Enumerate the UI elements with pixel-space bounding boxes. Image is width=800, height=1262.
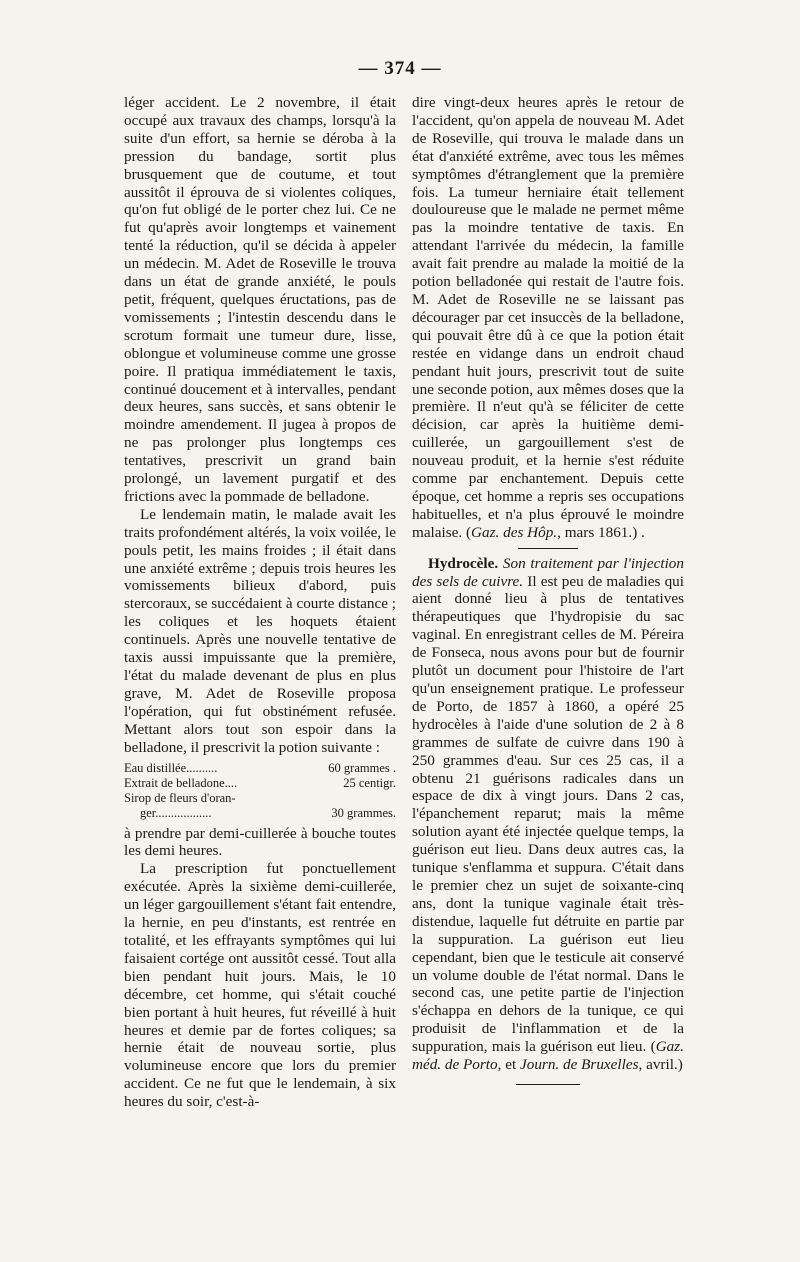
formula-quantity: 25 centigr. bbox=[343, 775, 396, 790]
page-number: — 374 — bbox=[358, 58, 442, 79]
source-citation: Gaz. des Hôp. bbox=[471, 523, 558, 541]
paragraph-text: , mars 1861.) . bbox=[557, 523, 645, 541]
paragraph bbox=[412, 94, 684, 542]
right-column bbox=[412, 94, 684, 1085]
source-citation: Journ. de Bruxelles bbox=[519, 1056, 639, 1074]
paragraph-text: dire vingt-deux heures après le retour de l'accident, qu'on appela de nouveau M. Adet de Roseville, qui trouva le malade dans un état d'anxiété extrême, avec tous les mêmes symptômes d'étranglement que la première fois. La tumeur herniaire était tellement douloureuse que le malade ne permet même pas la moindre tentative de taxis. En attendant l'arrivée du médecin, la famille avait fait prendre au malade la moitié de la potion belladonée qui restait de l'autre fois. M. Adet de Roseville ne se laissant pas décourager par cet insuccès de la belladone, qui pouvait être dû à ce que la potion était restée en vidange dans un endroit chaud pendant huit jours, prescrivit tout de suite une seconde potion, aux mêmes doses que la première. Il n'eut qu'à se féliciter de cette décision, car après la huitième demi-cuillerée, un gargouillement s'est de nouveau produit, et la hernie s'est réduite comme par enchantement. Depuis cette époque, cet homme a repris ses occupations habituelles, et n'a plus éprouvé le moindre malaise. ( bbox=[412, 94, 684, 541]
paragraph: Le lendemain matin, le malade avait les traits profondément altérés, la voix voilée, le pouls petit, les mains froides ; il était dans une anxiété extrême ; depuis trois heures les vomissements bilieux d'abord, puis stercoraux, se succédaient à courte distance ; les coliques et les hoquets étaient continuels. Après une nouvelle tentative de taxis aussi impuissante que la première, l'état du malade devenant de plus en plus grave, M. Adet de Roseville proposa l'opération, qui fut obstinément refusée. Mettant alors tout son espoir dans la belladone, il prescrivit la potion suivante : bbox=[124, 505, 396, 756]
formula-ingredient: Sirop de fleurs d'oran- bbox=[124, 790, 236, 805]
formula-ingredient: Eau distillée.......... bbox=[124, 760, 218, 775]
section-subtitle: Son traitement par l'injection des sels de cuivre. bbox=[412, 554, 684, 590]
paragraph: La prescription fut ponctuellement exécutée. Après la sixième demi-cuillerée, un léger gargouillement s'étant fait entendre, la hernie, en peu d'instants, est rentrée en totalité, et les effrayants symptômes qui lui faisaient cortége ont aussitôt cessé. Tout alla bien pendant huit jours. Mais, le 10 décembre, cet homme, qui s'était couché bien portant à huit heures, fut réveillé à huit heures et demie par de fortes coliques; sa hernie était de nouveau sortie, plus volumineuse encore que lors du premier accident. Ce ne fut que le lendemain, à six heures du soir, c'est-à- bbox=[124, 860, 396, 1111]
end-rule bbox=[516, 1084, 580, 1085]
formula-quantity: 30 grammes. bbox=[331, 805, 396, 820]
paragraph bbox=[412, 555, 684, 1074]
paragraph-text: , avril.) bbox=[638, 1056, 683, 1074]
formula-line bbox=[124, 761, 396, 776]
formula-line bbox=[124, 791, 396, 806]
left-column bbox=[124, 94, 396, 1111]
paragraph-text: Il est peu de maladies qui aient donné lieu à plus de tentatives thérapeutiques que l'hydropisie du sac vaginal. En enregistrant celles de M. Péreira de Fonseca, nous avons pour but de fournir plutôt un document pour l'histoire de l'art qu'un enseignement pratique. Le professeur de Porto, de 1857 à 1860, a opéré 25 hydrocèles à l'aide d'une solution de 2 à 8 grammes de sulfate de cuivre dans 190 à 250 grammes d'eau. Sur ces 25 cas, il a obtenu 21 guérisons radicales dans un espace de dix à vingt jours. Dans 2 cas, l'épanchement reparut; mais la même solution ayant été injectée quelque temps, la guérison eut lieu. Dans deux autres cas, la tunique s'enflamma et suppura. C'était dans le premier chez un sujet de soixante-cinq ans, dont la tunique vaginale était très-distendue, laquelle fut détruite en partie par la suppuration. La guérison eut lieu cependant, bien que le testicule ait conservé un volume double de l'état normal. Dans le second cas, une petite partie de l'injection s'échappa en dehors de la tunique, ce qui produisit de l'inflammation et de la suppuration, mais la guérison eut lieu. ( bbox=[412, 572, 684, 1056]
formula-line bbox=[124, 806, 396, 821]
formula-line bbox=[124, 776, 396, 791]
paragraph: léger accident. Le 2 novembre, il était occupé aux travaux des champs, lorsqu'à la suite d'un effort, sa hernie se déroba à la pression du bandage, sortit plus brusquement que de coutume, et tout aussitôt il éprouva de si violentes coliques, qu'on fut obligé de le porter chez lui. Ce ne fut qu'après avoir longtemps et vainement tenté la réduction, qu'il se décida à appeler un médecin. M. Adet de Roseville le trouva dans un état de grande anxiété, le pouls petit, fréquent, quelques éructations, pas de vomissements ; l'intestin descendu dans le scrotum formait une tumeur dure, lisse, oblongue et volumineuse comme une grosse poire. Il pratiqua immédiatement le taxis, continué doucement et à intervalles, pendant deux heures, sans succès, et sans obtenir le moindre amendement. Il jugea à propos de ne pas prolonger plus longtemps ces tentatives, prescrivit un grand bain prolongé, un lavement purgatif et des frictions avec la pommade de belladone. bbox=[124, 94, 396, 505]
formula-ingredient: Extrait de belladone.... bbox=[124, 775, 238, 790]
section-title: Hydrocèle. bbox=[428, 554, 499, 572]
source-citation: Gaz. méd. de Porto bbox=[412, 1038, 684, 1074]
formula-quantity: 60 grammes . bbox=[328, 760, 396, 775]
section-divider bbox=[518, 548, 578, 549]
prescription-formula bbox=[124, 761, 396, 821]
paragraph-text: , et bbox=[497, 1056, 520, 1074]
formula-ingredient: ger.................. bbox=[140, 805, 212, 820]
paragraph: à prendre par demi-cuillerée à bouche toutes les demi heures. bbox=[124, 824, 396, 860]
